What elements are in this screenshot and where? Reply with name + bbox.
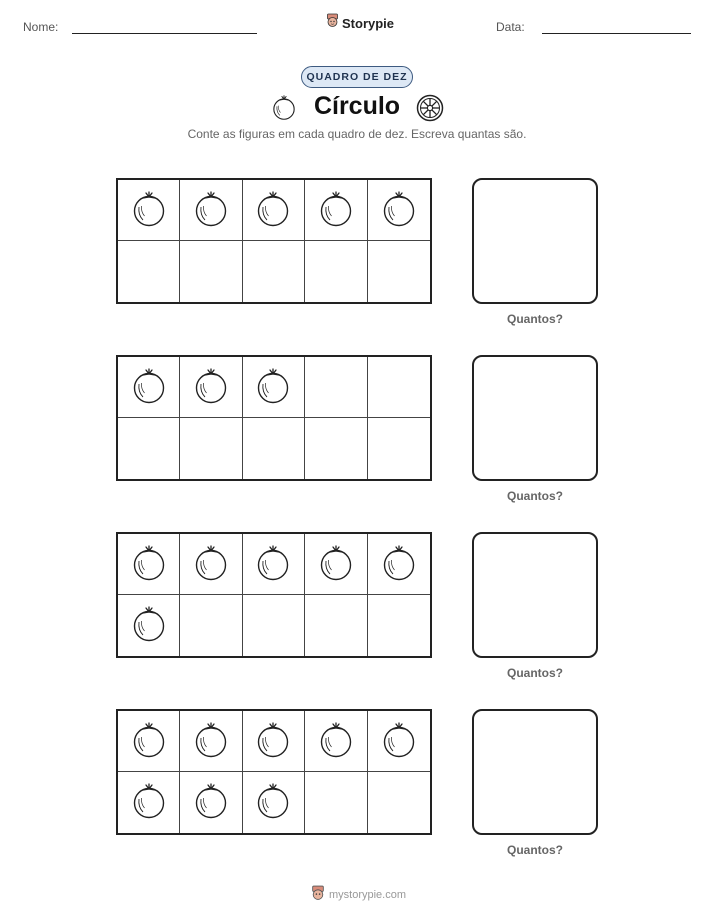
ten-frame-cell [118,711,180,772]
ten-frame [116,709,432,835]
ten-frame-cell [180,711,242,772]
ten-frame [116,532,432,658]
answer-box[interactable] [472,709,598,835]
footer [311,885,406,904]
tomato-icon [253,365,293,410]
tomato-icon [191,365,231,410]
answer-box[interactable] [472,355,598,481]
answer-box[interactable] [472,178,598,304]
tomato-icon [379,719,419,764]
ten-frame-cell [180,534,242,595]
tomato-icon [316,188,356,233]
ten-frame-cell [368,241,430,302]
ten-frame-cell [243,357,305,418]
ten-frame-cell [243,711,305,772]
ten-frame-cell [368,711,430,772]
ten-frame-cell [243,241,305,302]
tomato-icon [253,719,293,764]
wheel-icon [416,94,444,127]
tomato-icon [129,780,169,825]
ten-frame-cell [118,534,180,595]
ten-frame-cell [180,241,242,302]
ten-frame-cell [368,595,430,656]
answer-label: Quantos? [507,489,563,503]
ten-frame-cell [180,357,242,418]
answer-label: Quantos? [507,666,563,680]
tomato-icon [191,780,231,825]
ten-frame-cell [118,418,180,479]
tomato-icon [191,188,231,233]
tomato-icon [316,719,356,764]
worksheet-type-badge: QUADRO DE DEZ [301,66,413,88]
ten-frame-cell [118,180,180,241]
brand-name: Storypie [342,15,395,31]
brand-logo [326,13,394,33]
ten-frame-cell [305,418,367,479]
ten-frame-cell [118,772,180,833]
ten-frame-cell [243,534,305,595]
mascot-icon [311,885,325,904]
ten-frame-cell [118,357,180,418]
tomato-icon [379,188,419,233]
tomato-icon [253,542,293,587]
name-label: Nome: [23,20,59,34]
tomato-icon [316,542,356,587]
ten-frame-cell [118,241,180,302]
ten-frame-cell [305,180,367,241]
footer-url[interactable]: mystorypie.com [329,888,407,901]
ten-frame-cell [368,357,430,418]
ten-frame-cell [368,180,430,241]
answer-box[interactable] [472,532,598,658]
ten-frame-cell [305,595,367,656]
tomato-icon [379,542,419,587]
date-field[interactable] [542,33,691,34]
page-title: Círculo [313,92,401,120]
answer-label: Quantos? [507,843,563,857]
ten-frame-cell [243,418,305,479]
ten-frame-cell [180,418,242,479]
ten-frame-cell [180,595,242,656]
tomato-icon [129,719,169,764]
ten-frame [116,178,432,304]
date-label: Data: [496,20,525,34]
tomato-icon [129,542,169,587]
tomato-icon [129,603,169,648]
ten-frame-cell [305,711,367,772]
name-field[interactable] [72,33,257,34]
ten-frame-cell [305,357,367,418]
instructions: Conte as figuras em cada quadro de dez. Escreva quantas são. [187,127,527,141]
ten-frame-cell [243,595,305,656]
tomato-icon [129,365,169,410]
ten-frame-cell [243,772,305,833]
tomato-icon [191,719,231,764]
tomato-icon [129,188,169,233]
tomato-icon [253,188,293,233]
ten-frame-cell [180,180,242,241]
tomato-icon [253,780,293,825]
ten-frame-cell [368,772,430,833]
ten-frame-cell [368,534,430,595]
tomato-icon [191,542,231,587]
ten-frame-cell [368,418,430,479]
mascot-icon [326,13,339,33]
ten-frame-cell [305,241,367,302]
ten-frame-cell [243,180,305,241]
ten-frame-cell [118,595,180,656]
ten-frame-cell [305,534,367,595]
answer-label: Quantos? [507,312,563,326]
ten-frame [116,355,432,481]
ten-frame-cell [305,772,367,833]
ten-frame-cell [180,772,242,833]
